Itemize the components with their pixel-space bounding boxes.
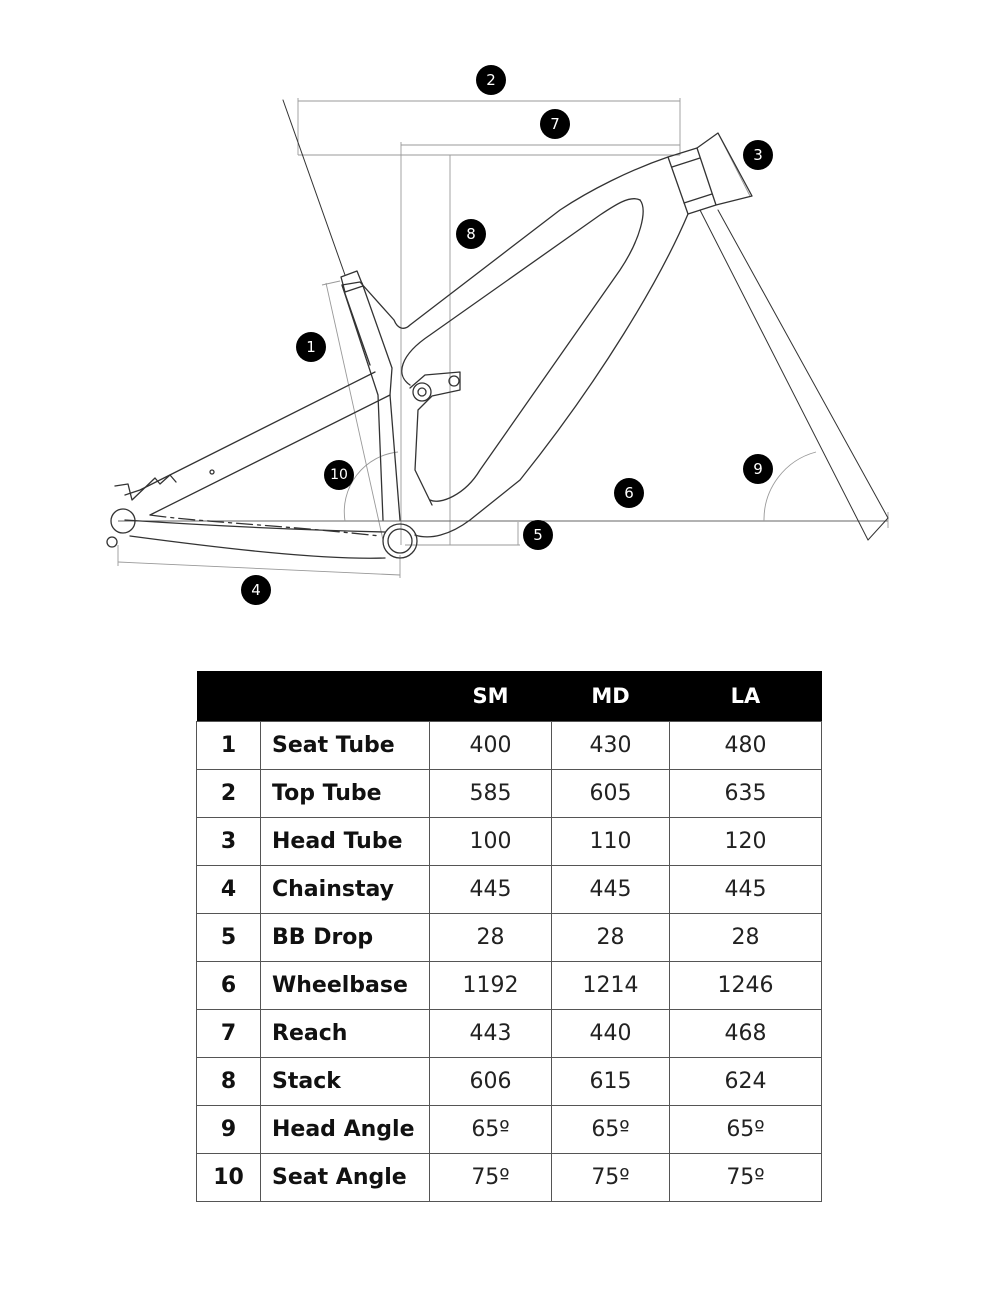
- row-number: 4: [197, 866, 261, 914]
- header-la: LA: [670, 671, 822, 722]
- table-row: [197, 1010, 822, 1058]
- dimension-lines: [118, 98, 888, 578]
- value-md: 615: [552, 1058, 670, 1106]
- callout-2: [476, 65, 506, 95]
- table-row: [197, 818, 822, 866]
- value-md: 445: [552, 866, 670, 914]
- callout-6: [614, 478, 644, 508]
- callout-3: [743, 140, 773, 170]
- header-sm: SM: [430, 671, 552, 722]
- value-la: 635: [670, 770, 822, 818]
- row-number: 2: [197, 770, 261, 818]
- value-la: 65º: [670, 1106, 822, 1154]
- row-number: 7: [197, 1010, 261, 1058]
- value-md: 28: [552, 914, 670, 962]
- row-number: 5: [197, 914, 261, 962]
- row-number: 10: [197, 1154, 261, 1202]
- row-label: Seat Angle: [261, 1154, 430, 1202]
- value-md: 440: [552, 1010, 670, 1058]
- value-sm: 400: [430, 722, 552, 770]
- value-sm: 606: [430, 1058, 552, 1106]
- callout-4: [241, 575, 271, 605]
- row-number: 9: [197, 1106, 261, 1154]
- header-name: [261, 671, 430, 722]
- callout-8: [456, 219, 486, 249]
- svg-text:9: 9: [753, 460, 763, 478]
- table-header-row: [197, 671, 822, 722]
- row-label: Head Tube: [261, 818, 430, 866]
- row-label: Seat Tube: [261, 722, 430, 770]
- row-number: 6: [197, 962, 261, 1010]
- geometry-table: [196, 671, 822, 1202]
- row-number: 1: [197, 722, 261, 770]
- value-sm: 28: [430, 914, 552, 962]
- svg-text:2: 2: [486, 71, 496, 89]
- value-md: 1214: [552, 962, 670, 1010]
- header-md: MD: [552, 671, 670, 722]
- value-la: 624: [670, 1058, 822, 1106]
- row-number: 3: [197, 818, 261, 866]
- callout-5: [523, 520, 553, 550]
- value-la: 75º: [670, 1154, 822, 1202]
- callout-10: [324, 460, 354, 490]
- value-sm: 585: [430, 770, 552, 818]
- row-label: Stack: [261, 1058, 430, 1106]
- value-sm: 1192: [430, 962, 552, 1010]
- value-sm: 100: [430, 818, 552, 866]
- row-label: Wheelbase: [261, 962, 430, 1010]
- table-row: [197, 1106, 822, 1154]
- table-row: [197, 1058, 822, 1106]
- row-label: Reach: [261, 1010, 430, 1058]
- row-label: Chainstay: [261, 866, 430, 914]
- row-label: Head Angle: [261, 1106, 430, 1154]
- row-label: BB Drop: [261, 914, 430, 962]
- value-la: 120: [670, 818, 822, 866]
- callout-9: [743, 454, 773, 484]
- svg-text:3: 3: [753, 146, 763, 164]
- value-md: 605: [552, 770, 670, 818]
- value-la: 445: [670, 866, 822, 914]
- table-row: [197, 770, 822, 818]
- value-sm: 75º: [430, 1154, 552, 1202]
- svg-text:4: 4: [251, 581, 261, 599]
- value-md: 110: [552, 818, 670, 866]
- callout-1: [296, 332, 326, 362]
- value-md: 75º: [552, 1154, 670, 1202]
- table-row: [197, 962, 822, 1010]
- value-sm: 65º: [430, 1106, 552, 1154]
- value-la: 1246: [670, 962, 822, 1010]
- svg-text:5: 5: [533, 526, 543, 544]
- value-md: 430: [552, 722, 670, 770]
- svg-text:1: 1: [306, 338, 316, 356]
- row-label: Top Tube: [261, 770, 430, 818]
- value-la: 28: [670, 914, 822, 962]
- svg-text:10: 10: [330, 467, 348, 483]
- value-sm: 443: [430, 1010, 552, 1058]
- value-la: 480: [670, 722, 822, 770]
- value-sm: 445: [430, 866, 552, 914]
- table-row: [197, 722, 822, 770]
- row-number: 8: [197, 1058, 261, 1106]
- svg-text:6: 6: [624, 484, 634, 502]
- svg-text:7: 7: [550, 115, 560, 133]
- table-row: [197, 866, 822, 914]
- value-md: 65º: [552, 1106, 670, 1154]
- callout-7: [540, 109, 570, 139]
- header-num: [197, 671, 261, 722]
- table-row: [197, 914, 822, 962]
- frame-geometry-diagram: [0, 0, 1000, 640]
- value-la: 468: [670, 1010, 822, 1058]
- svg-text:8: 8: [466, 225, 476, 243]
- table-row: [197, 1154, 822, 1202]
